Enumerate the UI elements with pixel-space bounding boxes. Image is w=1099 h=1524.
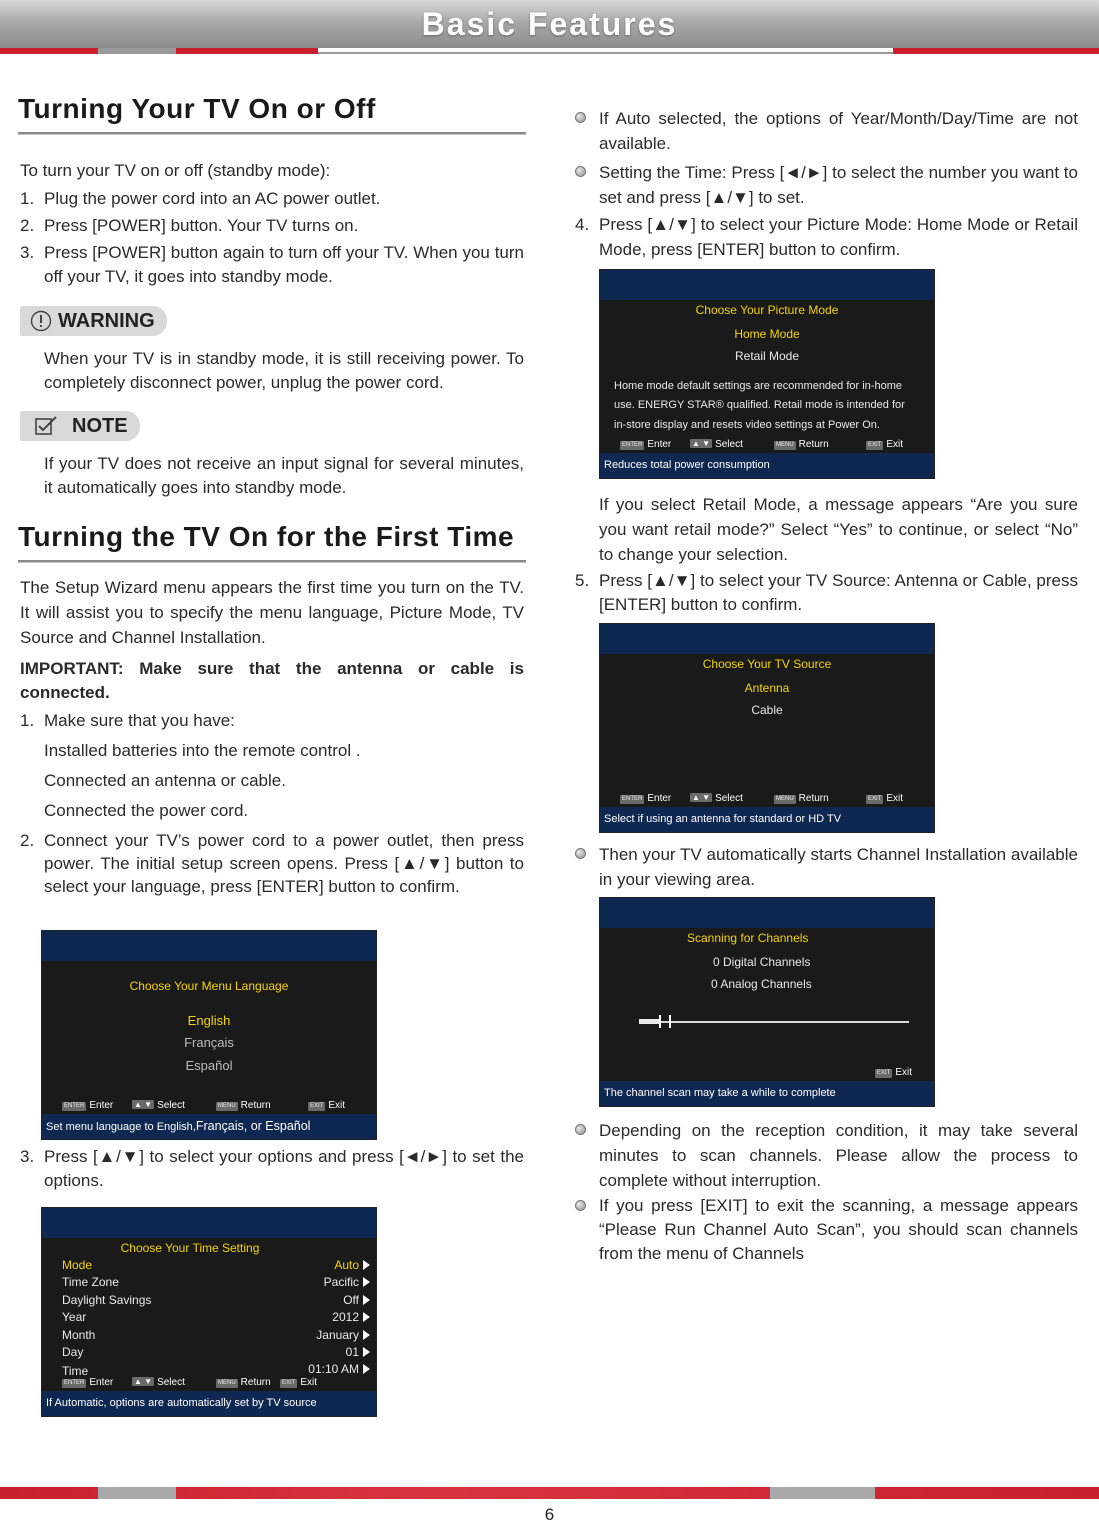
- right-arrow-icon: [363, 1364, 370, 1374]
- screen-top-bar: [42, 931, 376, 961]
- footer-accent-grey: [98, 1487, 176, 1499]
- right-column-top: [575, 106, 1078, 262]
- time-row-label: Mode: [62, 1258, 93, 1272]
- right-arrow-icon: [363, 1312, 370, 1322]
- enter-badge: ENTER: [64, 1380, 85, 1386]
- warning-callout: [20, 306, 524, 395]
- section-rule: [18, 132, 526, 135]
- screen-footer: If Automatic, options are automatically set by TV source: [42, 1391, 376, 1416]
- step-number: 5.: [575, 571, 590, 590]
- time-setting-screen: [41, 1207, 377, 1417]
- scan-progress-track: [639, 1021, 909, 1023]
- exit-badge: EXIT: [877, 1070, 891, 1076]
- time-row-value: Off: [343, 1293, 359, 1307]
- enter-key-hint: [620, 793, 671, 805]
- right-arrow-icon: [363, 1330, 370, 1340]
- language-option-french[interactable]: Français: [184, 1035, 234, 1050]
- exit-badge: EXIT: [310, 1103, 324, 1109]
- key-label: Select: [157, 1377, 185, 1388]
- menu-badge: MENU: [776, 442, 794, 448]
- time-row-label: Daylight Savings: [62, 1293, 152, 1307]
- bullet-reception: [575, 1118, 1078, 1193]
- time-row-timezone[interactable]: [324, 1275, 370, 1289]
- right-column-channel: [575, 842, 1078, 892]
- bullet-icon: [575, 112, 586, 123]
- time-row-label: Day: [62, 1345, 84, 1359]
- select-key-hint: [690, 793, 743, 805]
- scan-progress-fill: [639, 1019, 660, 1024]
- menu-badge: MENU: [776, 796, 794, 802]
- return-key-hint: [216, 1377, 271, 1389]
- time-row-label: Month: [62, 1328, 96, 1342]
- key-label: Return: [798, 793, 829, 804]
- menu-badge: MENU: [218, 1380, 236, 1386]
- menu-badge: MENU: [218, 1103, 236, 1109]
- channel-scan-screen: [599, 897, 935, 1107]
- right-column-bottom: [575, 1118, 1078, 1266]
- right-arrow-icon: [363, 1277, 370, 1287]
- picture-desc-line: in-store display and resets video settings at Power On.: [614, 419, 880, 431]
- time-row-value: 01:10 AM: [308, 1362, 359, 1376]
- header-accent-mid: [176, 48, 318, 54]
- source-option-cable[interactable]: Cable: [751, 703, 783, 717]
- picture-desc-line: Home mode default settings are recommended for in-home: [614, 380, 902, 392]
- exit-key-hint: [866, 793, 903, 805]
- enter-key-hint: [62, 1377, 113, 1389]
- header-accent-grey: [98, 48, 176, 54]
- language-option-spanish[interactable]: Español: [185, 1058, 233, 1073]
- time-row-label: Time Zone: [62, 1275, 119, 1289]
- bullet-text: If you press [EXIT] to exit the scanning, a message appears “Please Run Channel Auto Scan”, you should scan channels from the menu of Channels: [599, 1196, 1078, 1263]
- time-row-day[interactable]: [346, 1345, 370, 1359]
- warning-icon: [30, 310, 52, 332]
- key-label: Select: [715, 793, 743, 804]
- warning-badge: [20, 306, 167, 336]
- exit-badge: EXIT: [868, 796, 882, 802]
- screen-top-bar: [600, 270, 934, 300]
- select-key-hint: [132, 1100, 185, 1112]
- bullet-text: Depending on the reception condition, it may take several minutes to scan channels. Please allow the process to complete without interruption.: [599, 1121, 1078, 1190]
- key-label: Exit: [895, 1067, 913, 1078]
- time-row-mode[interactable]: [334, 1258, 370, 1272]
- screen-heading: Choose Your Picture Mode: [695, 303, 839, 317]
- screen-heading: Choose Your Time Setting: [120, 1241, 260, 1255]
- return-key-hint: [774, 439, 829, 451]
- step-number: 1.: [20, 189, 35, 208]
- time-row-value: 2012: [332, 1310, 359, 1324]
- time-row-value: 01: [345, 1345, 359, 1359]
- on-off-body: [18, 159, 524, 500]
- step-text: Press [▲/▼] to select your Picture Mode: Home Mode or Retail Mode, press [ENTER] button to confirm.: [599, 215, 1078, 259]
- step-text: Press [▲/▼] to select your TV Source: Antenna or Cable, press [ENTER] button to confirm.: [599, 571, 1078, 614]
- time-row-value: Auto: [334, 1258, 359, 1272]
- key-label: Select: [157, 1100, 185, 1111]
- checklist-item: Connected an antenna or cable.: [44, 771, 286, 790]
- on-off-step-3: [20, 241, 524, 289]
- note-text: If your TV does not receive an input signal for several minutes, it automatically goes into standby mode.: [44, 454, 524, 497]
- step-number: 1.: [20, 711, 35, 730]
- step-number: 4.: [575, 215, 590, 234]
- screen-heading: Choose Your Menu Language: [129, 979, 289, 993]
- time-row-time[interactable]: [308, 1362, 370, 1376]
- key-label: Return: [798, 439, 829, 450]
- first-time-step-3: [20, 1145, 524, 1193]
- page-number: 6: [544, 1505, 555, 1524]
- time-row-value: January: [316, 1328, 359, 1342]
- step-4: [575, 212, 1078, 262]
- checklist-item: Installed batteries into the remote control .: [44, 741, 361, 760]
- bullet-icon: [575, 848, 586, 859]
- bullet-text: If Auto selected, the options of Year/Month/Day/Time are not available.: [599, 109, 1078, 153]
- step-number: 3.: [20, 1147, 35, 1166]
- note-callout: [20, 411, 524, 500]
- enter-badge: ENTER: [64, 1103, 85, 1109]
- section-title-on-off: Turning Your TV On or Off: [18, 93, 376, 124]
- picture-desc-line: use. ENERGY STAR® qualified. Retail mode is intended for: [614, 399, 905, 411]
- screen-heading: Scanning for Channels: [687, 931, 809, 945]
- scan-progress-tick: [659, 1015, 661, 1028]
- step-text: Connect your TV’s power cord to a power outlet, then press power. The initial setup screen opens. Press [▲/▼] button to select your language, press [ENTER] button to confirm.: [44, 831, 524, 896]
- key-label: Select: [715, 439, 743, 450]
- footer-text: Set menu language to English,: [46, 1121, 196, 1133]
- note-badge: [20, 411, 140, 441]
- first-time-step-2: [20, 829, 524, 898]
- key-label: Exit: [886, 793, 904, 804]
- note-label: NOTE: [72, 415, 128, 437]
- on-off-step-1: [20, 187, 524, 211]
- key-label: Enter: [647, 439, 672, 450]
- key-label: Exit: [300, 1377, 318, 1388]
- page-header: [0, 0, 1099, 48]
- enter-key-hint: [62, 1100, 113, 1112]
- screen-top-bar: [600, 898, 934, 928]
- time-row-year[interactable]: [332, 1310, 370, 1324]
- bullet-auto-selected: [575, 106, 1078, 156]
- step-text: Press [▲/▼] to select your options and press [◄/►] to set the options.: [44, 1147, 524, 1190]
- enter-key-hint: [620, 439, 671, 451]
- header-title: Basic Features: [421, 6, 678, 42]
- screen-top-bar: [42, 1208, 376, 1238]
- menu-language-screen: [41, 930, 377, 1140]
- step-number: 2.: [20, 216, 35, 235]
- step-text: Press [POWER] button again to turn off your TV. When you turn off your TV, it goes into standby mode.: [44, 243, 524, 286]
- first-time-step-3-block: [20, 1145, 524, 1193]
- key-label: Enter: [89, 1377, 114, 1388]
- bullet-channel-installation: [575, 842, 1078, 892]
- return-key-hint: [774, 793, 829, 805]
- exit-key-hint: [866, 439, 903, 451]
- footer-text-languages: Français, or Español: [195, 1119, 311, 1133]
- step-number: 2.: [20, 831, 35, 850]
- first-time-step-1: [20, 709, 524, 733]
- checklist-item: Connected the power cord.: [44, 801, 249, 820]
- enter-badge: ENTER: [622, 796, 643, 802]
- arrows-icon: ▲ ▼: [692, 439, 711, 448]
- key-label: Enter: [647, 793, 672, 804]
- tv-source-screen: [599, 623, 935, 833]
- picture-option-retail[interactable]: Retail Mode: [734, 349, 800, 363]
- time-row-value: Pacific: [323, 1275, 359, 1289]
- important-note: IMPORTANT: Make sure that the antenna or cable is connected.: [20, 659, 524, 702]
- time-row-label: Time: [62, 1364, 89, 1378]
- language-option-english[interactable]: English: [187, 1013, 231, 1028]
- retail-mode-text: If you select Retail Mode, a message appears “Are you sure you want retail mode?” Select “Yes” to continue, or select “No” to change your selection.: [599, 495, 1078, 564]
- bullet-text: Setting the Time: Press [◄/►] to select the number you want to set and press [▲/▼] to set.: [599, 163, 1078, 207]
- exit-key-hint: [875, 1067, 912, 1079]
- step-5: [575, 569, 1078, 617]
- left-column: [18, 92, 526, 898]
- return-key-hint: [216, 1100, 271, 1112]
- select-key-hint: [132, 1377, 185, 1389]
- arrows-icon: ▲ ▼: [134, 1100, 153, 1109]
- time-row-month[interactable]: [316, 1328, 370, 1342]
- bullet-text: Then your TV automatically starts Channel Installation available in your viewing area.: [599, 845, 1078, 889]
- screen-footer: Select if using an antenna for standard or HD TV: [600, 807, 934, 832]
- header-accent-line: [318, 52, 893, 54]
- step-text: Make sure that you have:: [44, 711, 235, 730]
- bullet-icon: [575, 1200, 586, 1211]
- select-key-hint: [690, 439, 743, 451]
- key-label: Return: [240, 1100, 271, 1111]
- screen-footer: The channel scan may take a while to complete: [600, 1081, 934, 1106]
- header-accent-right: [893, 48, 1099, 54]
- wizard-intro: The Setup Wizard menu appears the first time you turn on the TV. It will assist you to specify the menu language, Picture Mode, TV Source and Channel Installation.: [20, 578, 524, 647]
- screen-heading: Choose Your TV Source: [702, 657, 832, 671]
- section-title-first-time: Turning the TV On for the First Time: [18, 521, 515, 552]
- on-off-intro: To turn your TV on or off (standby mode):: [20, 161, 331, 180]
- right-arrow-icon: [363, 1295, 370, 1305]
- step-text: Press [POWER] button. Your TV turns on.: [44, 216, 359, 235]
- enter-badge: ENTER: [622, 442, 643, 448]
- picture-option-home[interactable]: Home Mode: [734, 327, 800, 341]
- exit-key-hint: [308, 1100, 345, 1112]
- source-option-antenna[interactable]: Antenna: [744, 681, 790, 695]
- exit-key-hint: [280, 1377, 317, 1389]
- first-time-body: [18, 575, 524, 898]
- warning-label: WARNING: [58, 310, 155, 332]
- note-check-icon: [34, 415, 60, 437]
- on-off-step-2: [20, 214, 524, 238]
- screen-top-bar: [600, 624, 934, 654]
- right-arrow-icon: [363, 1260, 370, 1270]
- arrows-icon: ▲ ▼: [134, 1377, 153, 1386]
- section-rule: [18, 560, 526, 563]
- exit-badge: EXIT: [868, 442, 882, 448]
- screen-footer: Reduces total power consumption: [600, 453, 934, 478]
- bullet-setting-time: [575, 160, 1078, 210]
- right-arrow-icon: [363, 1347, 370, 1357]
- digital-channel-count: 0 Digital Channels: [713, 955, 811, 969]
- key-label: Return: [240, 1377, 271, 1388]
- bullet-icon: [575, 1124, 586, 1135]
- bullet-exit-scanning: [575, 1194, 1078, 1266]
- arrows-icon: ▲ ▼: [692, 793, 711, 802]
- scan-progress-tick: [669, 1015, 671, 1028]
- footer-accent-grey: [770, 1487, 875, 1499]
- header-accent-left: [0, 48, 98, 54]
- time-row-label: Year: [62, 1310, 87, 1324]
- key-label: Exit: [886, 439, 904, 450]
- exit-badge: EXIT: [282, 1380, 296, 1386]
- time-row-daylight[interactable]: [343, 1293, 370, 1307]
- analog-channel-count: 0 Analog Channels: [711, 977, 812, 991]
- step-number: 3.: [20, 243, 35, 262]
- right-column-mid: [575, 492, 1078, 617]
- key-label: Exit: [328, 1100, 346, 1111]
- key-label: Enter: [89, 1100, 114, 1111]
- picture-mode-screen: [599, 269, 935, 479]
- screen-footer: [42, 1114, 376, 1139]
- step-text: Plug the power cord into an AC power outlet.: [44, 189, 381, 208]
- warning-text: When your TV is in standby mode, it is still receiving power. To completely disconnect power, unplug the power cord.: [44, 349, 524, 392]
- bullet-icon: [575, 166, 586, 177]
